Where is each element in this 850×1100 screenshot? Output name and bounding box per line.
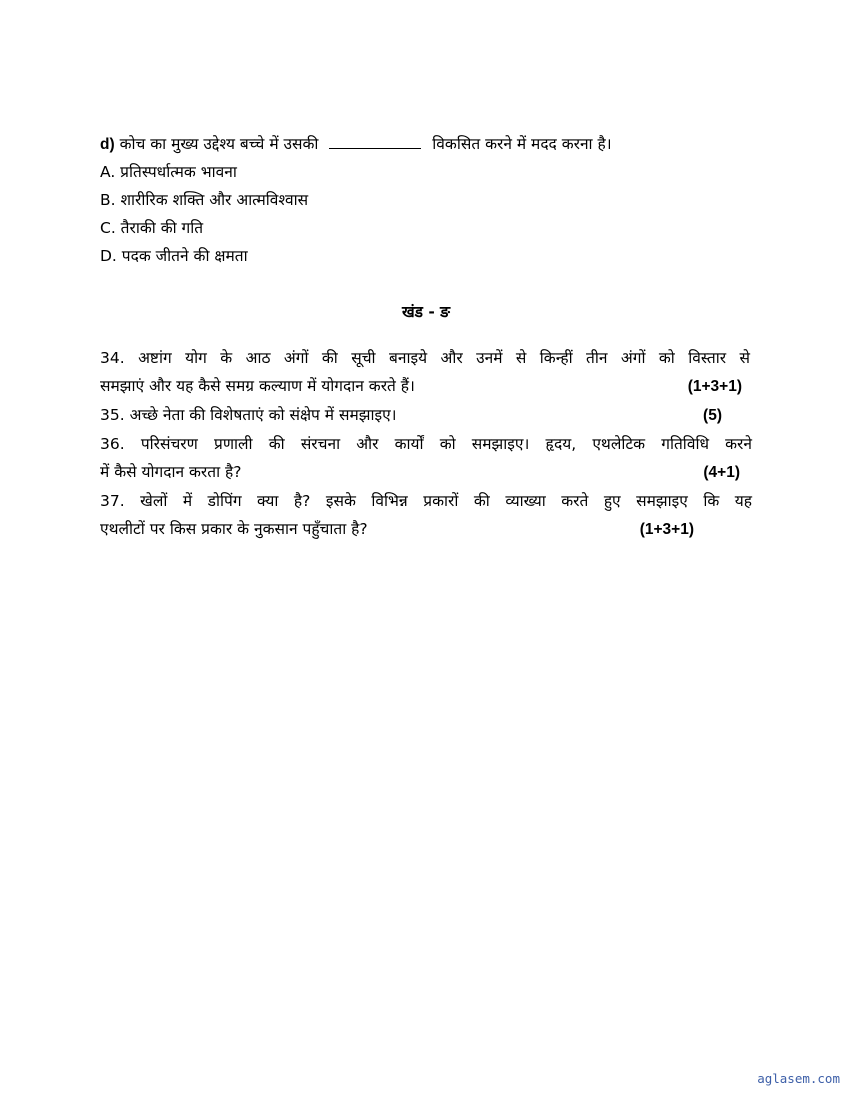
question-34 <box>100 344 750 401</box>
question-37 <box>100 487 752 544</box>
question-paper-page <box>100 130 752 544</box>
question-35 <box>100 401 752 430</box>
question-37-marks: (1+3+1) <box>639 521 694 538</box>
question-37-line-1: 37. खेलों में डोपिंग क्या है? इसके विभिन्न प्रकारों की व्याख्या करते हुए समझाइए कि यह <box>100 492 752 510</box>
question-37-line-2-row <box>100 515 752 544</box>
option-c: C. तैराकी की गति <box>100 219 204 237</box>
question-d-text-before: कोच का मुख्य उद्देश्य बच्चे में उसकी <box>119 135 319 153</box>
question-35-marks: (5) <box>703 407 722 424</box>
option-b: B. शारीरिक शक्ति और आत्मविश्वास <box>100 191 309 209</box>
question-36-marks: (4+1) <box>703 464 740 481</box>
option-d: D. पदक जीतने की क्षमता <box>100 247 248 265</box>
question-36-line-2: में कैसे योगदान करता है? <box>100 463 242 481</box>
question-34-line-2: समझाएं और यह कैसे समग्र कल्याण में योगदान करते हैं। <box>100 377 415 395</box>
question-36-line-2-row <box>100 458 752 487</box>
fill-in-blank <box>329 134 421 149</box>
option-a: A. प्रतिस्पर्धात्मक भावना <box>100 163 237 181</box>
question-36 <box>100 430 752 487</box>
question-36-line-1: 36. परिसंचरण प्रणाली की संरचना और कार्यों को समझाइए। हृदय, एथलेटिक गतिविधि करने <box>100 435 752 453</box>
question-35-text: 35. अच्छे नेता की विशेषताएं को संक्षेप में समझाइए। <box>100 406 397 424</box>
question-d-label: d) <box>100 136 115 153</box>
question-34-marks: (1+3+1) <box>687 378 742 395</box>
watermark: aglasem.com <box>757 1071 840 1086</box>
question-37-line-2: एथलीटों पर किस प्रकार के नुकसान पहुँचाता है? <box>100 520 368 538</box>
question-d-text-after: विकसित करने में मदद करना है। <box>432 135 612 153</box>
question-d-stem <box>100 130 752 158</box>
question-34-line-2-row <box>100 372 750 401</box>
question-34-line-1: 34. अष्टांग योग के आठ अंगों की सूची बनाइये और उनमें से किन्हीं तीन अंगों को विस्तार से <box>100 349 750 367</box>
section-title: खंड - ङ <box>401 303 451 321</box>
